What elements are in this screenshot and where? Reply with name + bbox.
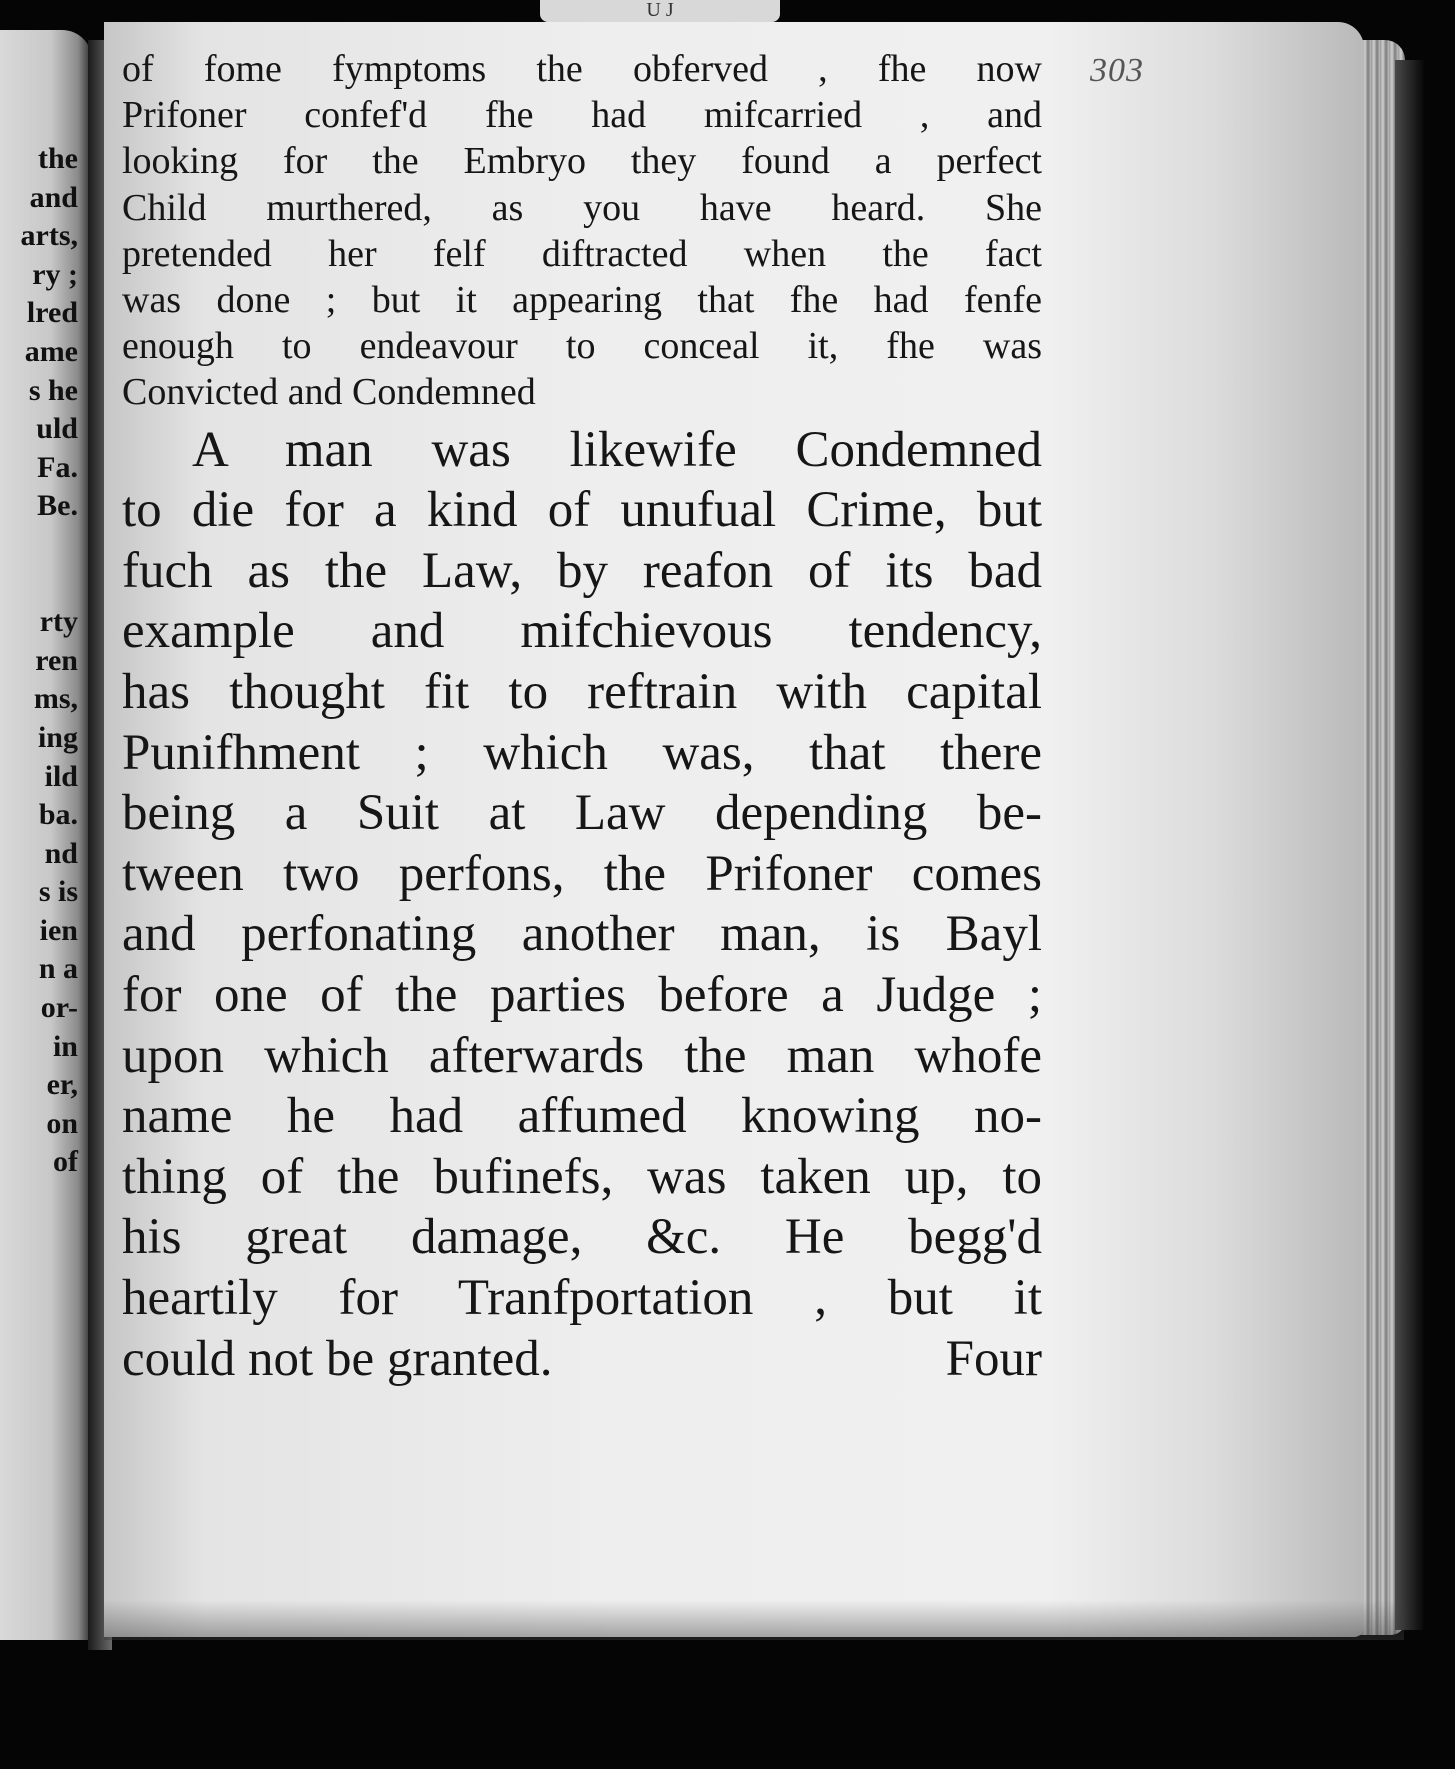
left-fragment: n a bbox=[38, 952, 78, 986]
page-text bbox=[122, 46, 1042, 1389]
text-line: looking for the Embryo they found a perfect bbox=[122, 140, 1042, 183]
left-fragment: on bbox=[46, 1106, 78, 1140]
catchword: Four bbox=[945, 1330, 1042, 1387]
final-text: could not be granted. bbox=[122, 1330, 553, 1387]
left-fragment: uld bbox=[36, 412, 78, 446]
left-fragment: arts, bbox=[20, 219, 78, 253]
text-line: has thought fit to reftrain with capital bbox=[122, 664, 1042, 720]
text-line: A man was likewife Condemned bbox=[192, 421, 1042, 478]
left-fragment: ba. bbox=[38, 798, 78, 832]
left-fragment bbox=[21, 526, 78, 565]
left-fragment: ren bbox=[35, 643, 78, 677]
text-line: example and mifchievous tendency, bbox=[122, 603, 1042, 660]
page-number: 303 bbox=[1090, 52, 1144, 89]
text-line: Child murthered, as you have heard. She bbox=[122, 186, 1042, 229]
text-line: tween two perfons, the Prifoner comes bbox=[122, 845, 1042, 902]
left-fragment: Fa. bbox=[37, 450, 78, 484]
left-fragment: s he bbox=[28, 373, 78, 407]
left-fragment: of bbox=[53, 1145, 78, 1179]
left-fragment: the bbox=[38, 142, 78, 175]
paragraph-2 bbox=[122, 420, 1042, 1390]
left-fragment: Be. bbox=[37, 489, 78, 523]
text-line: heartily for Tranfportation , but it bbox=[122, 1269, 1042, 1326]
text-line: was done ; but it appearing that fhe had fenfe bbox=[122, 279, 1042, 322]
left-page-text-fragments bbox=[21, 140, 78, 1182]
text-line: Prifoner confef'd fhe had mifcarried , and bbox=[122, 94, 1042, 137]
left-fragment: nd bbox=[44, 836, 78, 870]
left-fragment: er, bbox=[46, 1068, 78, 1102]
page-bottom-shadow bbox=[104, 1600, 1404, 1640]
text-line: name he had affumed knowing no- bbox=[122, 1088, 1042, 1145]
text-line: for one of the parties before a Judge ; bbox=[122, 966, 1042, 1023]
text-line: Punifhment ; which was, that there bbox=[122, 724, 1042, 781]
text-line: enough to endeavour to conceal it, fhe was bbox=[122, 325, 1042, 368]
text-line: his great damage, &c. He begg'd bbox=[122, 1209, 1042, 1266]
left-fragment: ild bbox=[44, 759, 78, 793]
final-line bbox=[122, 1329, 1042, 1390]
text-line: Convicted and Condemned bbox=[122, 371, 536, 414]
left-fragment: s is bbox=[38, 875, 78, 909]
text-line: thing of the bufinefs, was taken up, to bbox=[122, 1148, 1042, 1205]
text-line: and perfonating another man, is Bayl bbox=[122, 906, 1042, 963]
left-fragment: ame bbox=[24, 334, 78, 368]
left-fragment bbox=[21, 565, 78, 604]
paragraph-1 bbox=[122, 46, 1042, 416]
left-fragment: ry ; bbox=[32, 257, 78, 291]
left-page-edge bbox=[0, 30, 92, 1640]
text-line: of fome fymptoms the obferved , fhe now bbox=[122, 48, 1042, 90]
left-fragment: lred bbox=[26, 296, 78, 330]
left-fragment: ien bbox=[39, 913, 78, 947]
page-edge-shadow bbox=[1395, 60, 1425, 1630]
left-fragment: ms, bbox=[33, 682, 78, 716]
left-fragment: or- bbox=[40, 991, 78, 1025]
left-fragment: ing bbox=[37, 720, 78, 754]
text-line: being a Suit at Law depending be- bbox=[122, 785, 1042, 842]
left-fragment: and bbox=[29, 180, 78, 214]
text-line: upon which afterwards the man whofe bbox=[122, 1027, 1042, 1084]
text-line: to die for a kind of unufual Crime, but bbox=[122, 482, 1042, 539]
text-line: pretended her felf diftracted when the fact bbox=[122, 232, 1042, 275]
left-fragment: rty bbox=[39, 605, 78, 639]
text-line: fuch as the Law, by reafon of its bad bbox=[122, 542, 1042, 599]
left-fragment: in bbox=[52, 1029, 78, 1063]
top-page-fragment: U J bbox=[540, 0, 780, 22]
